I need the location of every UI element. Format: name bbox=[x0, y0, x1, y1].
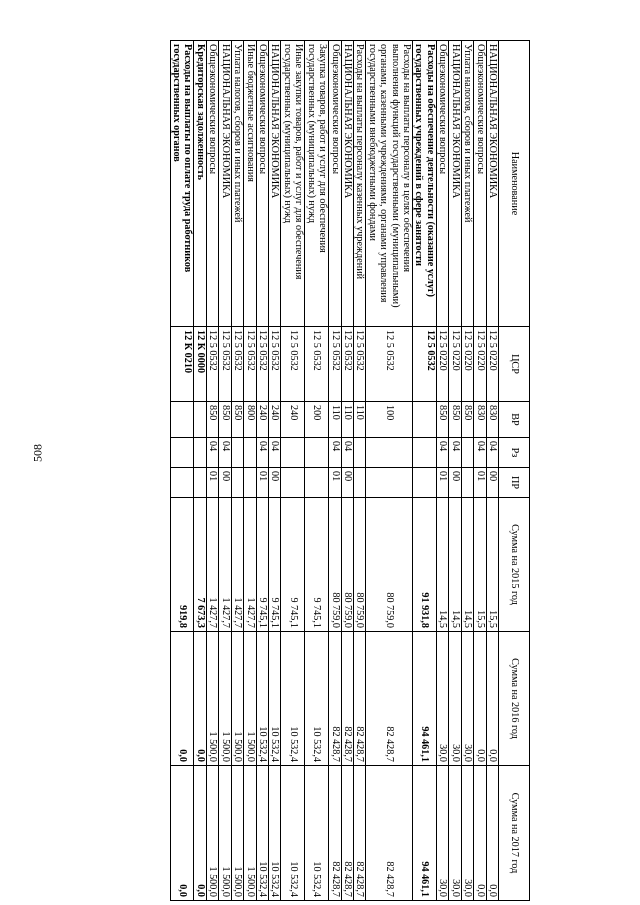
header-sum-2015: Сумма на 2015 год bbox=[499, 498, 530, 632]
row-rz: 04 bbox=[341, 438, 353, 468]
row-vr bbox=[170, 402, 194, 438]
row-csr: 12 5 0532 bbox=[305, 327, 329, 402]
row-sum-2016: 30,0 bbox=[449, 632, 461, 766]
row-name: Расходы на выплаты персоналу в целях обеспечения выполнения функций государственными (муниципальными) органами, казенными учреждениями, органами управления государственными внебюджетными фондами bbox=[366, 41, 413, 327]
row-rz: 04 bbox=[486, 438, 498, 468]
table-row bbox=[305, 41, 329, 901]
table-row bbox=[206, 41, 218, 901]
row-sum-2017: 30,0 bbox=[436, 766, 448, 901]
row-csr: 12 5 0220 bbox=[461, 327, 473, 402]
row-vr: 110 bbox=[353, 402, 365, 438]
row-vr: 240 bbox=[268, 402, 280, 438]
row-sum-2015: 1 427,7 bbox=[206, 498, 218, 632]
row-sum-2016: 0,0 bbox=[486, 632, 498, 766]
row-sum-2017: 10 532,4 bbox=[281, 766, 305, 901]
row-sum-2015: 80 759,0 bbox=[341, 498, 353, 632]
row-vr: 830 bbox=[474, 402, 486, 438]
row-sum-2016: 10 532,4 bbox=[256, 632, 268, 766]
row-csr: 12 К 0000 bbox=[194, 327, 206, 402]
row-sum-2016: 82 428,7 bbox=[329, 632, 341, 766]
table-header-row bbox=[499, 41, 530, 901]
row-csr: 12 5 0532 bbox=[206, 327, 218, 402]
row-pr: 00 bbox=[486, 468, 498, 498]
row-pr bbox=[366, 468, 413, 498]
row-sum-2017: 82 428,7 bbox=[341, 766, 353, 901]
row-pr bbox=[413, 468, 437, 498]
row-name: Общеэкономические вопросы bbox=[329, 41, 341, 327]
row-sum-2015: 9 745,1 bbox=[305, 498, 329, 632]
row-sum-2017: 10 532,4 bbox=[256, 766, 268, 901]
row-sum-2015: 9 745,1 bbox=[281, 498, 305, 632]
row-vr: 110 bbox=[341, 402, 353, 438]
row-pr bbox=[305, 468, 329, 498]
table-row bbox=[413, 41, 437, 901]
row-name: НАЦИОНАЛЬНАЯ ЭКОНОМИКА bbox=[268, 41, 280, 327]
row-sum-2017: 1 500,0 bbox=[244, 766, 256, 901]
table-row bbox=[366, 41, 413, 901]
header-rz: Рз bbox=[499, 438, 530, 468]
table-row bbox=[486, 41, 498, 901]
row-sum-2015: 14,5 bbox=[449, 498, 461, 632]
row-sum-2016: 10 532,4 bbox=[281, 632, 305, 766]
header-sum-2017: Сумма на 2017 год bbox=[499, 766, 530, 901]
header-sum-2016: Сумма на 2016 год bbox=[499, 632, 530, 766]
row-name: Расходы на выплаты по оплате труда работников государственных органов bbox=[170, 41, 194, 327]
row-csr: 12 5 0532 bbox=[413, 327, 437, 402]
rotated-table-container bbox=[170, 40, 530, 900]
row-vr: 800 bbox=[244, 402, 256, 438]
row-name: Закупка товаров, работ и услуг для обеспечения государственных (муниципальных) нужд bbox=[305, 41, 329, 327]
row-pr: 00 bbox=[341, 468, 353, 498]
row-csr: 12 5 0532 bbox=[268, 327, 280, 402]
row-vr bbox=[194, 402, 206, 438]
row-vr: 240 bbox=[256, 402, 268, 438]
row-sum-2016: 82 428,7 bbox=[341, 632, 353, 766]
table-row bbox=[329, 41, 341, 901]
row-pr: 01 bbox=[256, 468, 268, 498]
row-sum-2016: 82 428,7 bbox=[353, 632, 365, 766]
row-vr: 830 bbox=[486, 402, 498, 438]
table-row bbox=[436, 41, 448, 901]
row-sum-2015: 1 427,7 bbox=[219, 498, 231, 632]
row-rz bbox=[366, 438, 413, 468]
row-vr: 850 bbox=[436, 402, 448, 438]
row-pr bbox=[281, 468, 305, 498]
header-name: Наименование bbox=[499, 41, 530, 327]
row-rz bbox=[170, 438, 194, 468]
row-sum-2015: 80 759,0 bbox=[366, 498, 413, 632]
row-sum-2015: 91 931,8 bbox=[413, 498, 437, 632]
row-name: Уплата налогов, сборов и иных платежей bbox=[231, 41, 243, 327]
row-name: Расходы на обеспечение деятельности (оказание услуг) государственных учреждений в сфере занятости bbox=[413, 41, 437, 327]
header-csr: ЦСР bbox=[499, 327, 530, 402]
row-name: Кредиторская задолженность bbox=[194, 41, 206, 327]
row-pr bbox=[461, 468, 473, 498]
row-vr: 850 bbox=[219, 402, 231, 438]
row-name: Общеэкономические вопросы bbox=[436, 41, 448, 327]
row-pr: 01 bbox=[329, 468, 341, 498]
row-csr: 12 К 0210 bbox=[170, 327, 194, 402]
row-name: НАЦИОНАЛЬНАЯ ЭКОНОМИКА bbox=[486, 41, 498, 327]
row-name: НАЦИОНАЛЬНАЯ ЭКОНОМИКА bbox=[341, 41, 353, 327]
table-row bbox=[281, 41, 305, 901]
row-sum-2015: 14,5 bbox=[436, 498, 448, 632]
row-rz bbox=[305, 438, 329, 468]
row-csr: 12 5 0532 bbox=[244, 327, 256, 402]
row-sum-2017: 30,0 bbox=[449, 766, 461, 901]
row-rz: 04 bbox=[256, 438, 268, 468]
row-pr bbox=[170, 468, 194, 498]
row-sum-2017: 0,0 bbox=[486, 766, 498, 901]
row-sum-2017: 82 428,7 bbox=[329, 766, 341, 901]
table-row bbox=[474, 41, 486, 901]
row-rz bbox=[353, 438, 365, 468]
row-sum-2017: 30,0 bbox=[461, 766, 473, 901]
table-row bbox=[341, 41, 353, 901]
row-vr: 200 bbox=[305, 402, 329, 438]
row-sum-2016: 1 500,0 bbox=[206, 632, 218, 766]
row-rz: 04 bbox=[219, 438, 231, 468]
table-row bbox=[231, 41, 243, 901]
row-sum-2017: 1 500,0 bbox=[219, 766, 231, 901]
row-rz: 04 bbox=[449, 438, 461, 468]
table-row bbox=[219, 41, 231, 901]
header-pr: ПР bbox=[499, 468, 530, 498]
row-sum-2015: 15,5 bbox=[486, 498, 498, 632]
row-rz: 04 bbox=[268, 438, 280, 468]
row-pr: 01 bbox=[206, 468, 218, 498]
table-row bbox=[268, 41, 280, 901]
table-row bbox=[170, 41, 194, 901]
row-name: Общеэкономические вопросы bbox=[256, 41, 268, 327]
table-row bbox=[353, 41, 365, 901]
row-csr: 12 5 0532 bbox=[341, 327, 353, 402]
row-vr: 850 bbox=[449, 402, 461, 438]
row-name: НАЦИОНАЛЬНАЯ ЭКОНОМИКА bbox=[449, 41, 461, 327]
row-sum-2016: 0,0 bbox=[194, 632, 206, 766]
table-row bbox=[194, 41, 206, 901]
row-csr: 12 5 0532 bbox=[281, 327, 305, 402]
row-csr: 12 5 0220 bbox=[436, 327, 448, 402]
row-sum-2016: 0,0 bbox=[474, 632, 486, 766]
row-rz bbox=[413, 438, 437, 468]
row-csr: 12 5 0532 bbox=[231, 327, 243, 402]
row-name: Иные бюджетные ассигнования bbox=[244, 41, 256, 327]
budget-table bbox=[170, 40, 530, 901]
row-name: НАЦИОНАЛЬНАЯ ЭКОНОМИКА bbox=[219, 41, 231, 327]
table-row bbox=[461, 41, 473, 901]
row-sum-2016: 10 532,4 bbox=[268, 632, 280, 766]
row-sum-2017: 1 500,0 bbox=[206, 766, 218, 901]
row-csr: 12 5 0220 bbox=[486, 327, 498, 402]
row-rz bbox=[194, 438, 206, 468]
row-rz bbox=[461, 438, 473, 468]
row-name: Уплата налогов, сборов и иных платежей bbox=[461, 41, 473, 327]
row-sum-2015: 1 427,7 bbox=[244, 498, 256, 632]
row-pr bbox=[194, 468, 206, 498]
row-vr: 850 bbox=[206, 402, 218, 438]
row-sum-2017: 94 461,1 bbox=[413, 766, 437, 901]
row-sum-2015: 14,5 bbox=[461, 498, 473, 632]
row-vr: 240 bbox=[281, 402, 305, 438]
row-rz bbox=[231, 438, 243, 468]
row-rz: 04 bbox=[436, 438, 448, 468]
row-pr: 01 bbox=[436, 468, 448, 498]
row-csr: 12 5 0532 bbox=[329, 327, 341, 402]
row-vr: 100 bbox=[366, 402, 413, 438]
row-vr bbox=[413, 402, 437, 438]
row-sum-2017: 0,0 bbox=[170, 766, 194, 901]
row-sum-2016: 0,0 bbox=[170, 632, 194, 766]
row-sum-2016: 94 461,1 bbox=[413, 632, 437, 766]
row-sum-2015: 9 745,1 bbox=[268, 498, 280, 632]
table-row bbox=[449, 41, 461, 901]
page-number: 508 bbox=[30, 444, 45, 462]
row-sum-2015: 80 759,0 bbox=[353, 498, 365, 632]
row-sum-2017: 1 500,0 bbox=[231, 766, 243, 901]
row-sum-2015: 919,8 bbox=[170, 498, 194, 632]
row-rz: 04 bbox=[329, 438, 341, 468]
row-csr: 12 5 0532 bbox=[219, 327, 231, 402]
row-vr: 110 bbox=[329, 402, 341, 438]
row-sum-2015: 80 759,0 bbox=[329, 498, 341, 632]
row-sum-2017: 0,0 bbox=[474, 766, 486, 901]
row-sum-2016: 1 500,0 bbox=[219, 632, 231, 766]
row-sum-2017: 10 532,4 bbox=[305, 766, 329, 901]
table-row bbox=[256, 41, 268, 901]
row-name: Расходы на выплаты персоналу казенных учреждений bbox=[353, 41, 365, 327]
row-sum-2015: 9 745,1 bbox=[256, 498, 268, 632]
row-csr: 12 5 0220 bbox=[474, 327, 486, 402]
row-name: Иные закупки товаров, работ и услуг для обеспечения государственных (муниципальных) нужд bbox=[281, 41, 305, 327]
row-pr: 00 bbox=[219, 468, 231, 498]
row-pr: 01 bbox=[474, 468, 486, 498]
row-name: Общеэкономические вопросы bbox=[474, 41, 486, 327]
row-sum-2016: 30,0 bbox=[461, 632, 473, 766]
row-csr: 12 5 0220 bbox=[449, 327, 461, 402]
row-sum-2017: 0,0 bbox=[194, 766, 206, 901]
row-csr: 12 5 0532 bbox=[366, 327, 413, 402]
table-row bbox=[244, 41, 256, 901]
row-sum-2017: 82 428,7 bbox=[353, 766, 365, 901]
row-sum-2015: 1 427,7 bbox=[231, 498, 243, 632]
row-pr: 00 bbox=[449, 468, 461, 498]
row-sum-2016: 82 428,7 bbox=[366, 632, 413, 766]
row-sum-2015: 7 673,3 bbox=[194, 498, 206, 632]
row-sum-2017: 82 428,7 bbox=[366, 766, 413, 901]
row-pr bbox=[231, 468, 243, 498]
row-rz: 04 bbox=[206, 438, 218, 468]
row-vr: 850 bbox=[461, 402, 473, 438]
row-rz bbox=[244, 438, 256, 468]
row-rz: 04 bbox=[474, 438, 486, 468]
row-sum-2015: 15,5 bbox=[474, 498, 486, 632]
row-rz bbox=[281, 438, 305, 468]
row-sum-2017: 10 532,4 bbox=[268, 766, 280, 901]
row-csr: 12 5 0532 bbox=[256, 327, 268, 402]
row-name: Общеэкономические вопросы bbox=[206, 41, 218, 327]
row-pr bbox=[244, 468, 256, 498]
header-vr: ВР bbox=[499, 402, 530, 438]
row-sum-2016: 10 532,4 bbox=[305, 632, 329, 766]
row-pr bbox=[353, 468, 365, 498]
row-sum-2016: 1 500,0 bbox=[231, 632, 243, 766]
row-sum-2016: 1 500,0 bbox=[244, 632, 256, 766]
row-vr: 850 bbox=[231, 402, 243, 438]
row-pr: 00 bbox=[268, 468, 280, 498]
row-sum-2016: 30,0 bbox=[436, 632, 448, 766]
row-csr: 12 5 0532 bbox=[353, 327, 365, 402]
